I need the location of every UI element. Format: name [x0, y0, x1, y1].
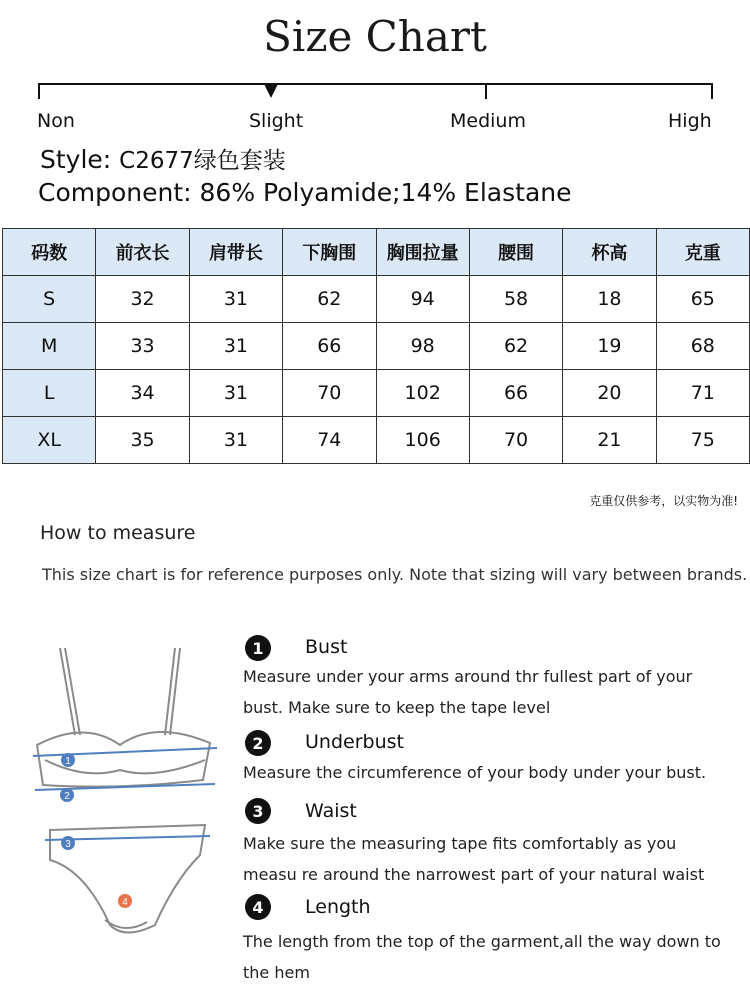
table-cell: 33	[96, 323, 189, 370]
figure-marker-1	[61, 753, 75, 767]
table-cell: 74	[283, 417, 376, 464]
table-cell: 94	[376, 276, 469, 323]
step-4-text: The length from the top of the garment,all the way down to the hem	[243, 932, 721, 982]
table-cell: L	[3, 370, 96, 417]
stretch-tick-high	[711, 83, 713, 99]
svg-text:3: 3	[65, 839, 71, 850]
page-title: Size Chart	[263, 12, 487, 61]
stretch-label-high: High	[668, 110, 712, 132]
size-table	[2, 228, 750, 464]
step-3-title: Waist	[305, 800, 357, 822]
table-cell: 31	[189, 417, 282, 464]
component-line: Component: 86% Polyamide;14% Elastane	[38, 178, 572, 207]
stretch-selected-marker	[264, 84, 278, 98]
stretch-label-medium: Medium	[450, 110, 526, 132]
step-2-text: Measure the circumference of your body under your bust.	[243, 763, 707, 782]
col-header-bust-stretch: 胸围拉量	[376, 229, 469, 276]
step-2-number-icon: 2	[245, 730, 271, 756]
table-cell: 20	[563, 370, 656, 417]
style-line	[40, 142, 286, 175]
table-cell: 66	[283, 323, 376, 370]
step-3-number-icon: 3	[245, 798, 271, 824]
col-header-cup-height: 杯高	[563, 229, 656, 276]
step-1-title: Bust	[305, 636, 348, 658]
table-cell: 65	[656, 276, 749, 323]
table-cell: 66	[469, 370, 562, 417]
col-header-weight: 克重	[656, 229, 749, 276]
table-row	[3, 323, 750, 370]
table-cell: 70	[283, 370, 376, 417]
bra-outline-icon	[37, 648, 210, 787]
table-cell: 31	[189, 276, 282, 323]
style-label: Style:	[40, 145, 112, 174]
table-cell: 31	[189, 323, 282, 370]
table-cell: 106	[376, 417, 469, 464]
table-cell: 18	[563, 276, 656, 323]
table-cell: XL	[3, 417, 96, 464]
table-cell: 34	[96, 370, 189, 417]
step-1-text: Measure under your arms around thr fullest part of your bust. Make sure to keep the tape level	[243, 667, 693, 717]
how-to-measure-title: How to measure	[40, 522, 196, 544]
col-header-waist: 腰围	[469, 229, 562, 276]
table-cell: 71	[656, 370, 749, 417]
garment-measurement-illustration	[25, 640, 225, 970]
table-cell: 21	[563, 417, 656, 464]
table-cell: 98	[376, 323, 469, 370]
table-cell: 102	[376, 370, 469, 417]
weight-note: 克重仅供参考，以实物为准!	[589, 494, 738, 508]
step-4-number-icon: 4	[245, 894, 271, 920]
table-cell: 70	[469, 417, 562, 464]
style-value: C2677绿色套装	[119, 148, 286, 174]
table-cell: 68	[656, 323, 749, 370]
bust-measure-line	[33, 748, 217, 756]
table-cell: 35	[96, 417, 189, 464]
table-cell: 19	[563, 323, 656, 370]
figure-marker-3	[61, 836, 75, 850]
table-cell: 58	[469, 276, 562, 323]
stretch-label-slight: Slight	[249, 110, 304, 132]
table-cell: 62	[469, 323, 562, 370]
table-row	[3, 370, 750, 417]
table-cell: S	[3, 276, 96, 323]
stretch-scale-line	[38, 83, 713, 85]
step-2-title: Underbust	[305, 731, 404, 753]
table-header-row	[3, 229, 750, 276]
svg-text:1: 1	[65, 756, 71, 767]
col-header-front-length: 前衣长	[96, 229, 189, 276]
svg-text:2: 2	[64, 791, 70, 802]
figure-marker-4	[118, 894, 132, 908]
how-to-measure-description: This size chart is for reference purposes only. Note that sizing will vary between brands.	[42, 565, 748, 584]
table-cell: M	[3, 323, 96, 370]
table-cell: 62	[283, 276, 376, 323]
table-row	[3, 276, 750, 323]
table-cell: 31	[189, 370, 282, 417]
svg-text:4: 4	[122, 897, 128, 908]
step-3-text: Make sure the measuring tape fits comfortably as you measu re around the narrowest part of your natural waist	[243, 834, 705, 884]
table-row	[3, 417, 750, 464]
col-header-strap-length: 肩带长	[189, 229, 282, 276]
stretch-tick-non	[38, 83, 40, 99]
stretch-tick-medium	[485, 83, 487, 99]
step-1-number-icon: 1	[245, 635, 271, 661]
table-cell: 75	[656, 417, 749, 464]
col-header-underbust: 下胸围	[283, 229, 376, 276]
step-4-title: Length	[305, 896, 371, 918]
figure-marker-2	[60, 788, 74, 802]
stretch-label-non: Non	[37, 110, 75, 132]
table-cell: 32	[96, 276, 189, 323]
col-header-size: 码数	[3, 229, 96, 276]
